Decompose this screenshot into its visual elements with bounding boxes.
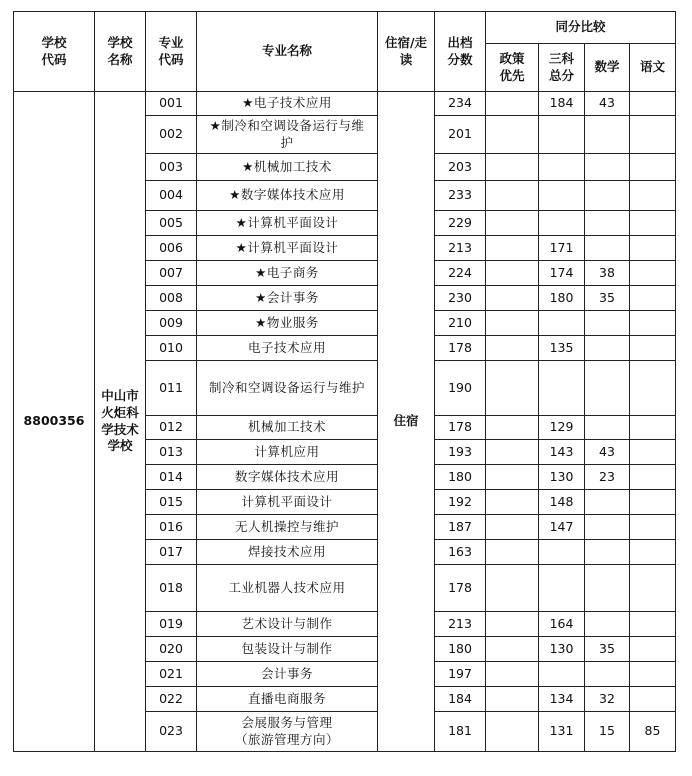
major-name-cell: 数字媒体技术应用 [197, 465, 378, 490]
math-cell: 35 [585, 286, 630, 311]
major-name-cell: ★制冷和空调设备运行与维 护 [197, 116, 378, 154]
score-cell: 180 [435, 465, 486, 490]
score-cell: 192 [435, 490, 486, 515]
admission-score-table [13, 11, 676, 752]
major-code-cell: 020 [146, 637, 197, 662]
three-subject-total-cell [539, 540, 585, 565]
major-code-cell: 017 [146, 540, 197, 565]
math-cell [585, 336, 630, 361]
math-cell [585, 181, 630, 211]
three-subject-total-cell: 134 [539, 687, 585, 712]
policy-priority-cell [486, 465, 539, 490]
three-subject-total-cell [539, 211, 585, 236]
score-cell: 190 [435, 361, 486, 416]
major-name-cell: 机械加工技术 [197, 416, 378, 440]
math-cell [585, 515, 630, 540]
score-cell: 193 [435, 440, 486, 465]
header-major-code: 专业 代码 [146, 12, 197, 92]
math-cell [585, 211, 630, 236]
header-school-name: 学校 名称 [95, 12, 146, 92]
major-code-cell: 012 [146, 416, 197, 440]
major-name-cell: 直播电商服务 [197, 687, 378, 712]
major-name-cell: 制冷和空调设备运行与维护 [197, 361, 378, 416]
header-score: 出档 分数 [435, 12, 486, 92]
score-cell: 233 [435, 181, 486, 211]
score-cell: 178 [435, 416, 486, 440]
score-cell: 210 [435, 311, 486, 336]
major-code-cell: 006 [146, 236, 197, 261]
policy-priority-cell [486, 154, 539, 181]
chinese-cell [630, 490, 676, 515]
math-cell [585, 361, 630, 416]
header-chinese: 语文 [630, 44, 676, 92]
math-cell [585, 311, 630, 336]
chinese-cell [630, 154, 676, 181]
policy-priority-cell [486, 637, 539, 662]
major-name-cell: 会展服务与管理 （旅游管理方向） [197, 712, 378, 752]
header-math: 数学 [585, 44, 630, 92]
math-cell: 15 [585, 712, 630, 752]
major-name-cell: 计算机应用 [197, 440, 378, 465]
major-name-cell: 焊接技术应用 [197, 540, 378, 565]
chinese-cell [630, 662, 676, 687]
score-cell: 224 [435, 261, 486, 286]
chinese-cell [630, 311, 676, 336]
header-tie-compare: 同分比较 [486, 12, 676, 44]
boarding-cell: 住宿 [378, 92, 435, 752]
admission-table-wrapper [13, 11, 676, 752]
math-cell: 38 [585, 261, 630, 286]
chinese-cell [630, 540, 676, 565]
score-cell: 184 [435, 687, 486, 712]
major-code-cell: 002 [146, 116, 197, 154]
school-code-cell: 8800356 [14, 92, 95, 752]
math-cell: 43 [585, 92, 630, 116]
math-cell [585, 116, 630, 154]
chinese-cell [630, 211, 676, 236]
chinese-cell [630, 236, 676, 261]
score-cell: 187 [435, 515, 486, 540]
three-subject-total-cell: 129 [539, 416, 585, 440]
math-cell [585, 236, 630, 261]
chinese-cell [630, 181, 676, 211]
chinese-cell [630, 286, 676, 311]
policy-priority-cell [486, 515, 539, 540]
policy-priority-cell [486, 687, 539, 712]
math-cell: 32 [585, 687, 630, 712]
major-name-cell: ★计算机平面设计 [197, 236, 378, 261]
major-code-cell: 016 [146, 515, 197, 540]
score-cell: 234 [435, 92, 486, 116]
math-cell [585, 565, 630, 612]
chinese-cell [630, 515, 676, 540]
major-code-cell: 007 [146, 261, 197, 286]
major-code-cell: 013 [146, 440, 197, 465]
three-subject-total-cell [539, 181, 585, 211]
chinese-cell [630, 92, 676, 116]
major-name-cell: ★会计事务 [197, 286, 378, 311]
policy-priority-cell [486, 336, 539, 361]
three-subject-total-cell [539, 361, 585, 416]
policy-priority-cell [486, 612, 539, 637]
major-name-cell: 工业机器人技术应用 [197, 565, 378, 612]
major-name-cell: ★数字媒体技术应用 [197, 181, 378, 211]
chinese-cell [630, 416, 676, 440]
three-subject-total-cell: 164 [539, 612, 585, 637]
three-subject-total-cell: 147 [539, 515, 585, 540]
major-name-cell: 包装设计与制作 [197, 637, 378, 662]
policy-priority-cell [486, 286, 539, 311]
chinese-cell [630, 336, 676, 361]
policy-priority-cell [486, 181, 539, 211]
major-code-cell: 011 [146, 361, 197, 416]
policy-priority-cell [486, 490, 539, 515]
three-subject-total-cell [539, 311, 585, 336]
three-subject-total-cell: 135 [539, 336, 585, 361]
score-cell: 163 [435, 540, 486, 565]
math-cell: 43 [585, 440, 630, 465]
major-code-cell: 003 [146, 154, 197, 181]
score-cell: 178 [435, 336, 486, 361]
policy-priority-cell [486, 361, 539, 416]
three-subject-total-cell [539, 116, 585, 154]
major-name-cell: ★物业服务 [197, 311, 378, 336]
major-name-cell: ★电子商务 [197, 261, 378, 286]
header-three-subject-total: 三科 总分 [539, 44, 585, 92]
table-row [14, 92, 676, 116]
major-name-cell: 会计事务 [197, 662, 378, 687]
policy-priority-cell [486, 540, 539, 565]
math-cell [585, 662, 630, 687]
major-code-cell: 015 [146, 490, 197, 515]
chinese-cell [630, 637, 676, 662]
math-cell [585, 490, 630, 515]
score-cell: 180 [435, 637, 486, 662]
policy-priority-cell [486, 261, 539, 286]
three-subject-total-cell: 180 [539, 286, 585, 311]
three-subject-total-cell: 171 [539, 236, 585, 261]
three-subject-total-cell: 143 [539, 440, 585, 465]
score-cell: 213 [435, 612, 486, 637]
major-name-cell: ★计算机平面设计 [197, 211, 378, 236]
chinese-cell [630, 687, 676, 712]
chinese-cell [630, 361, 676, 416]
math-cell: 35 [585, 637, 630, 662]
major-code-cell: 021 [146, 662, 197, 687]
header-boarding: 住宿/走 读 [378, 12, 435, 92]
policy-priority-cell [486, 416, 539, 440]
major-code-cell: 001 [146, 92, 197, 116]
score-cell: 197 [435, 662, 486, 687]
math-cell [585, 540, 630, 565]
major-name-cell: 电子技术应用 [197, 336, 378, 361]
score-cell: 203 [435, 154, 486, 181]
chinese-cell [630, 440, 676, 465]
three-subject-total-cell [539, 565, 585, 612]
header-school-code: 学校 代码 [14, 12, 95, 92]
math-cell [585, 416, 630, 440]
policy-priority-cell [486, 565, 539, 612]
header-policy-priority: 政策 优先 [486, 44, 539, 92]
major-name-cell: ★电子技术应用 [197, 92, 378, 116]
major-code-cell: 004 [146, 181, 197, 211]
score-cell: 181 [435, 712, 486, 752]
three-subject-total-cell [539, 662, 585, 687]
major-name-cell: 艺术设计与制作 [197, 612, 378, 637]
chinese-cell [630, 465, 676, 490]
three-subject-total-cell [539, 154, 585, 181]
major-code-cell: 022 [146, 687, 197, 712]
three-subject-total-cell: 148 [539, 490, 585, 515]
chinese-cell [630, 612, 676, 637]
policy-priority-cell [486, 440, 539, 465]
major-code-cell: 014 [146, 465, 197, 490]
three-subject-total-cell: 174 [539, 261, 585, 286]
major-code-cell: 019 [146, 612, 197, 637]
policy-priority-cell [486, 211, 539, 236]
major-code-cell: 009 [146, 311, 197, 336]
chinese-cell [630, 565, 676, 612]
major-code-cell: 018 [146, 565, 197, 612]
chinese-cell [630, 116, 676, 154]
policy-priority-cell [486, 116, 539, 154]
major-code-cell: 008 [146, 286, 197, 311]
math-cell [585, 154, 630, 181]
policy-priority-cell [486, 311, 539, 336]
three-subject-total-cell: 131 [539, 712, 585, 752]
policy-priority-cell [486, 236, 539, 261]
school-name-cell: 中山市 火炬科 学技术 学校 [95, 92, 146, 752]
policy-priority-cell [486, 712, 539, 752]
header-major-name: 专业名称 [197, 12, 378, 92]
policy-priority-cell [486, 662, 539, 687]
score-cell: 201 [435, 116, 486, 154]
chinese-cell: 85 [630, 712, 676, 752]
score-cell: 230 [435, 286, 486, 311]
three-subject-total-cell: 130 [539, 637, 585, 662]
table-body [14, 92, 676, 752]
score-cell: 213 [435, 236, 486, 261]
major-name-cell: 计算机平面设计 [197, 490, 378, 515]
math-cell [585, 612, 630, 637]
major-code-cell: 005 [146, 211, 197, 236]
three-subject-total-cell: 130 [539, 465, 585, 490]
chinese-cell [630, 261, 676, 286]
major-code-cell: 010 [146, 336, 197, 361]
major-code-cell: 023 [146, 712, 197, 752]
math-cell: 23 [585, 465, 630, 490]
major-name-cell: 无人机操控与维护 [197, 515, 378, 540]
score-cell: 229 [435, 211, 486, 236]
major-name-cell: ★机械加工技术 [197, 154, 378, 181]
policy-priority-cell [486, 92, 539, 116]
three-subject-total-cell: 184 [539, 92, 585, 116]
score-cell: 178 [435, 565, 486, 612]
